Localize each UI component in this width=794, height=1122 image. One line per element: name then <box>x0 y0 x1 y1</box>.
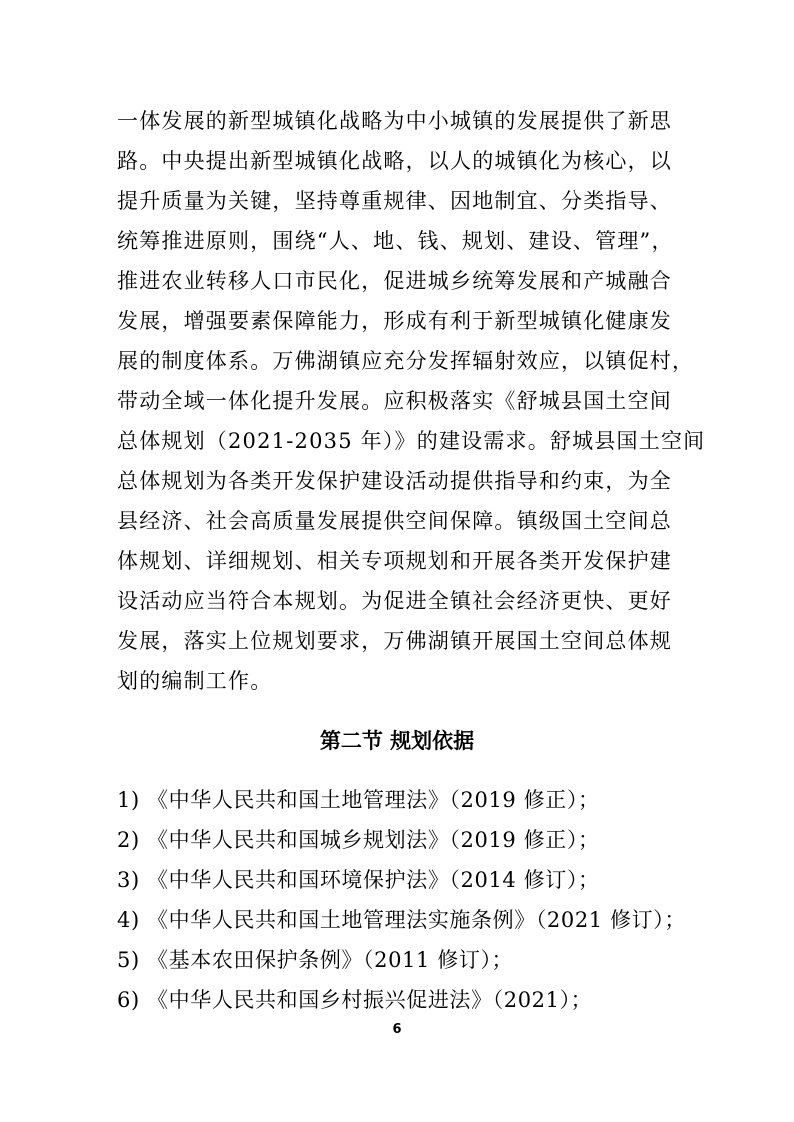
paragraph-line: 设活动应当符合本规划。为促进全镇社会经济更快、更好 <box>117 589 672 613</box>
section-heading: 第二节 规划依据 <box>319 729 475 753</box>
reference-item: 2) 《中华人民共和国城乡规划法》（2019 修正）； <box>117 828 600 852</box>
paragraph-line: 发展，落实上位规划要求，万佛湖镇开展国土空间总体规 <box>117 629 672 653</box>
paragraph-line: 县经济、社会高质量发展提供空间保障。镇级国土空间总 <box>117 509 672 533</box>
paragraph-line: 统筹推进原则，围绕“人、地、钱、规划、建设、管理”， <box>117 229 674 253</box>
reference-item: 4) 《中华人民共和国土地管理法实施条例》（2021 修订）； <box>117 908 686 932</box>
paragraph-line: 发展，增强要素保障能力，形成有利于新型城镇化健康发 <box>117 309 672 333</box>
reference-item: 3) 《中华人民共和国环境保护法》（2014 修订）； <box>117 868 600 892</box>
page-number: 6 <box>392 1022 402 1037</box>
paragraph-line: 总体规划为各类开发保护建设活动提供指导和约束，为全 <box>117 469 672 493</box>
paragraph-line: 划的编制工作。 <box>117 669 273 693</box>
paragraph-line: 总体规划（2021-2035 年）》的建设需求。舒城县国土空间 <box>117 429 706 453</box>
paragraph-line: 路。中央提出新型城镇化战略，以人的城镇化为核心，以 <box>117 149 672 173</box>
reference-item: 5) 《基本农田保护条例》（2011 修订）； <box>117 948 514 972</box>
reference-item: 1) 《中华人民共和国土地管理法》（2019 修正）； <box>117 788 600 812</box>
paragraph-line: 带动全域一体化提升发展。应积极落实《舒城县国土空间 <box>117 389 672 413</box>
paragraph-line: 展的制度体系。万佛湖镇应充分发挥辐射效应，以镇促村， <box>117 349 695 373</box>
paragraph-line: 体规划、详细规划、相关专项规划和开展各类开发保护建 <box>117 549 672 573</box>
paragraph-line: 一体发展的新型城镇化战略为中小城镇的发展提供了新思 <box>117 109 672 133</box>
paragraph-line: 推进农业转移人口市民化，促进城乡统筹发展和产城融合 <box>117 269 672 293</box>
reference-item: 6) 《中华人民共和国乡村振兴促进法》（2021）； <box>117 988 593 1012</box>
paragraph-line: 提升质量为关键，坚持尊重规律、因地制宜、分类指导、 <box>117 189 672 213</box>
